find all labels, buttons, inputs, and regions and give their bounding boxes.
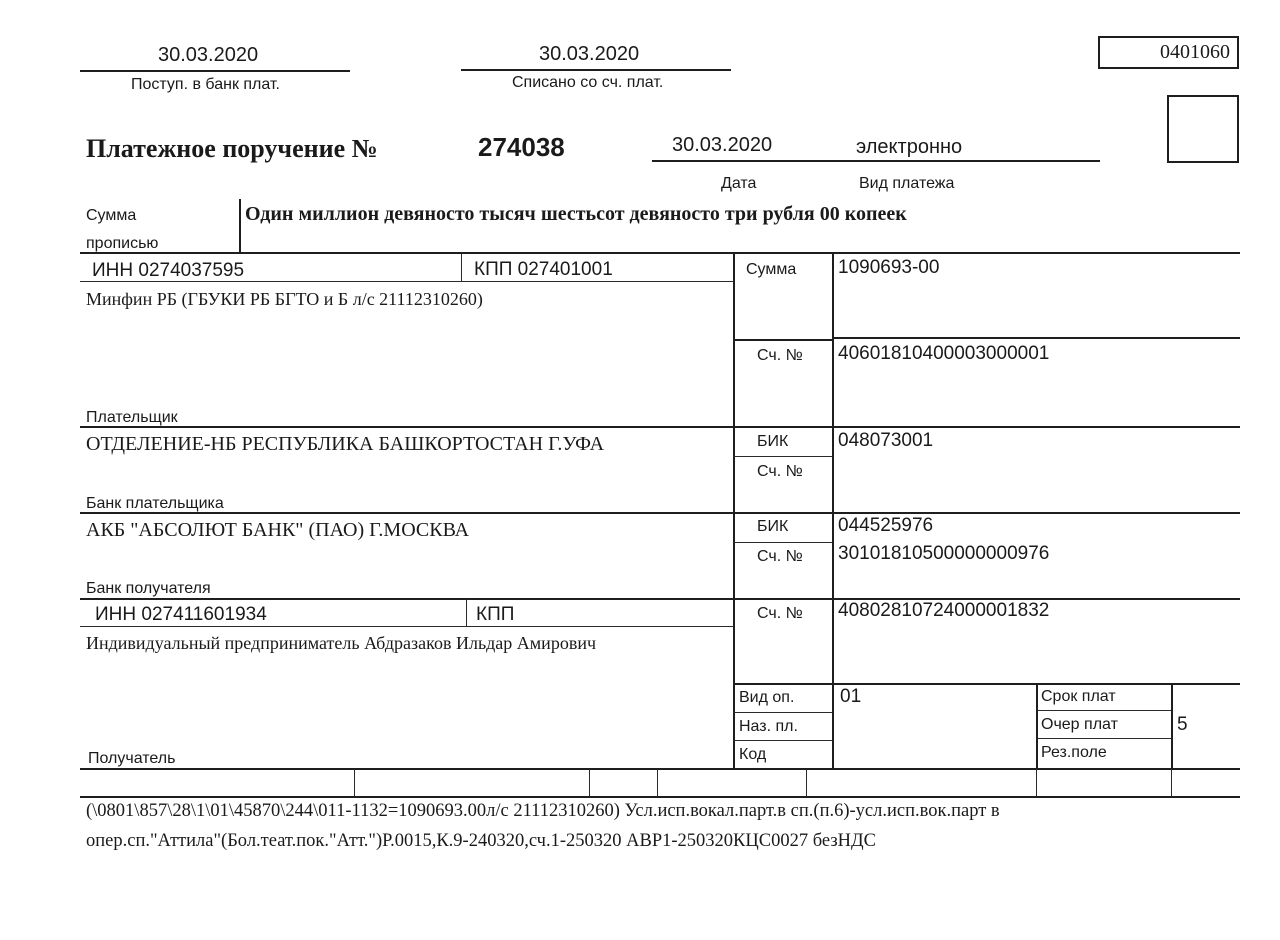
vid-op-value: 01 [840,686,862,707]
divider [1171,684,1173,770]
order-number: 274038 [478,132,565,162]
divider [589,769,590,797]
payer-inn: ИНН 0274037595 [92,260,245,281]
divider [239,199,241,253]
payer-bank-account-label: Сч. № [757,463,803,480]
form-code-box [1098,36,1239,69]
date-label: Дата [721,175,757,192]
payer-bik: 048073001 [838,430,934,451]
payee-account-label: Сч. № [757,605,803,622]
payee-account: 40802810724000001832 [838,600,1050,621]
payment-type: электронно [856,136,963,158]
amount-words-label: Сумма [86,207,137,224]
label-debited: Списано со сч. плат. [512,74,664,91]
sum-label: Сумма [746,261,797,278]
payer-bik-label: БИК [757,433,789,450]
order-title: Платежное поручение № [86,134,378,163]
date-received: 30.03.2020 [158,44,259,66]
divider [806,769,807,797]
divider [733,712,832,713]
payee-name: Индивидуальный предприниматель Абдразаков Ильдар Амирович [86,633,597,653]
divider [80,252,1240,254]
payee-bank-name: АКБ "АБСОЛЮТ БАНК" (ПАО) Г.МОСКВА [86,519,470,541]
kod-label: Код [739,746,767,763]
divider [733,683,1240,685]
ocher-label: Очер плат [1041,716,1118,733]
purpose-line-1: (\0801\857\28\1\01\45870\244\011-1132=1090693.00л/с 21112310260) Усл.исп.вокал.парт.в сп.(п.6)-усл.исп.вок.парт в [86,801,1000,821]
payee-bank-account-label: Сч. № [757,548,803,565]
divider [1036,769,1037,797]
payer-bank-name: ОТДЕЛЕНИЕ-НБ РЕСПУБЛИКА БАШКОРТОСТАН Г.УФА [86,433,605,455]
divider [354,769,355,797]
payer-account-label: Сч. № [757,347,803,364]
divider [733,456,832,457]
payer-name: Минфин РБ (ГБУКИ РБ БГТО и Б л/с 21112310260) [86,289,483,309]
order-date: 30.03.2020 [672,134,773,156]
payee-kpp: КПП [476,604,515,625]
amount-words-text: Один миллион девяносто тысяч шестьсот девяносто три рубля 00 копеек [245,203,907,225]
payee-bank-account: 30101810500000000976 [838,543,1050,564]
divider [733,542,832,543]
divider [466,599,467,627]
payee-inn: ИНН 027411601934 [95,604,267,625]
divider [80,70,350,72]
payer-label: Плательщик [86,409,178,426]
payee-bik-label: БИК [757,518,789,535]
payer-bank-label: Банк плательщика [86,495,224,512]
divider [80,796,1240,798]
amount-words-label-2: прописью [86,235,159,252]
naz-pl-label: Наз. пл. [739,718,798,735]
divider [80,626,733,627]
rez-label: Рез.поле [1041,744,1107,761]
divider [657,769,658,797]
divider [80,768,1240,770]
sum-value: 1090693-00 [838,257,940,278]
form-code: 0401060 [1160,41,1230,63]
divider [80,512,1240,514]
divider [1036,684,1038,770]
payment-type-label: Вид платежа [859,175,955,192]
srok-label: Срок плат [1041,688,1116,705]
divider [652,160,1100,162]
divider [1036,710,1171,711]
divider [80,598,1240,600]
ocher-value: 5 [1177,714,1188,735]
divider [461,254,462,282]
divider [1036,738,1171,739]
date-debited: 30.03.2020 [539,43,640,65]
stamp-box [1167,95,1239,163]
divider [733,740,832,741]
divider [832,337,1240,339]
payee-label: Получатель [88,750,176,767]
payee-bik: 044525976 [838,515,934,536]
purpose-line-2: опер.сп."Аттила"(Бол.теат.пок."Атт.")Р.0015,К.9-240320,сч.1-250320 АВР1-250320КЦС0027 безНДС [86,831,876,851]
divider [461,69,731,71]
vid-op-label: Вид оп. [739,689,795,706]
payee-bank-label: Банк получателя [86,580,211,597]
divider [1171,769,1172,797]
divider [733,339,832,341]
payer-kpp: КПП 027401001 [474,259,613,280]
label-received: Поступ. в банк плат. [131,76,280,93]
payer-account: 40601810400003000001 [838,343,1050,364]
divider [80,426,1240,428]
